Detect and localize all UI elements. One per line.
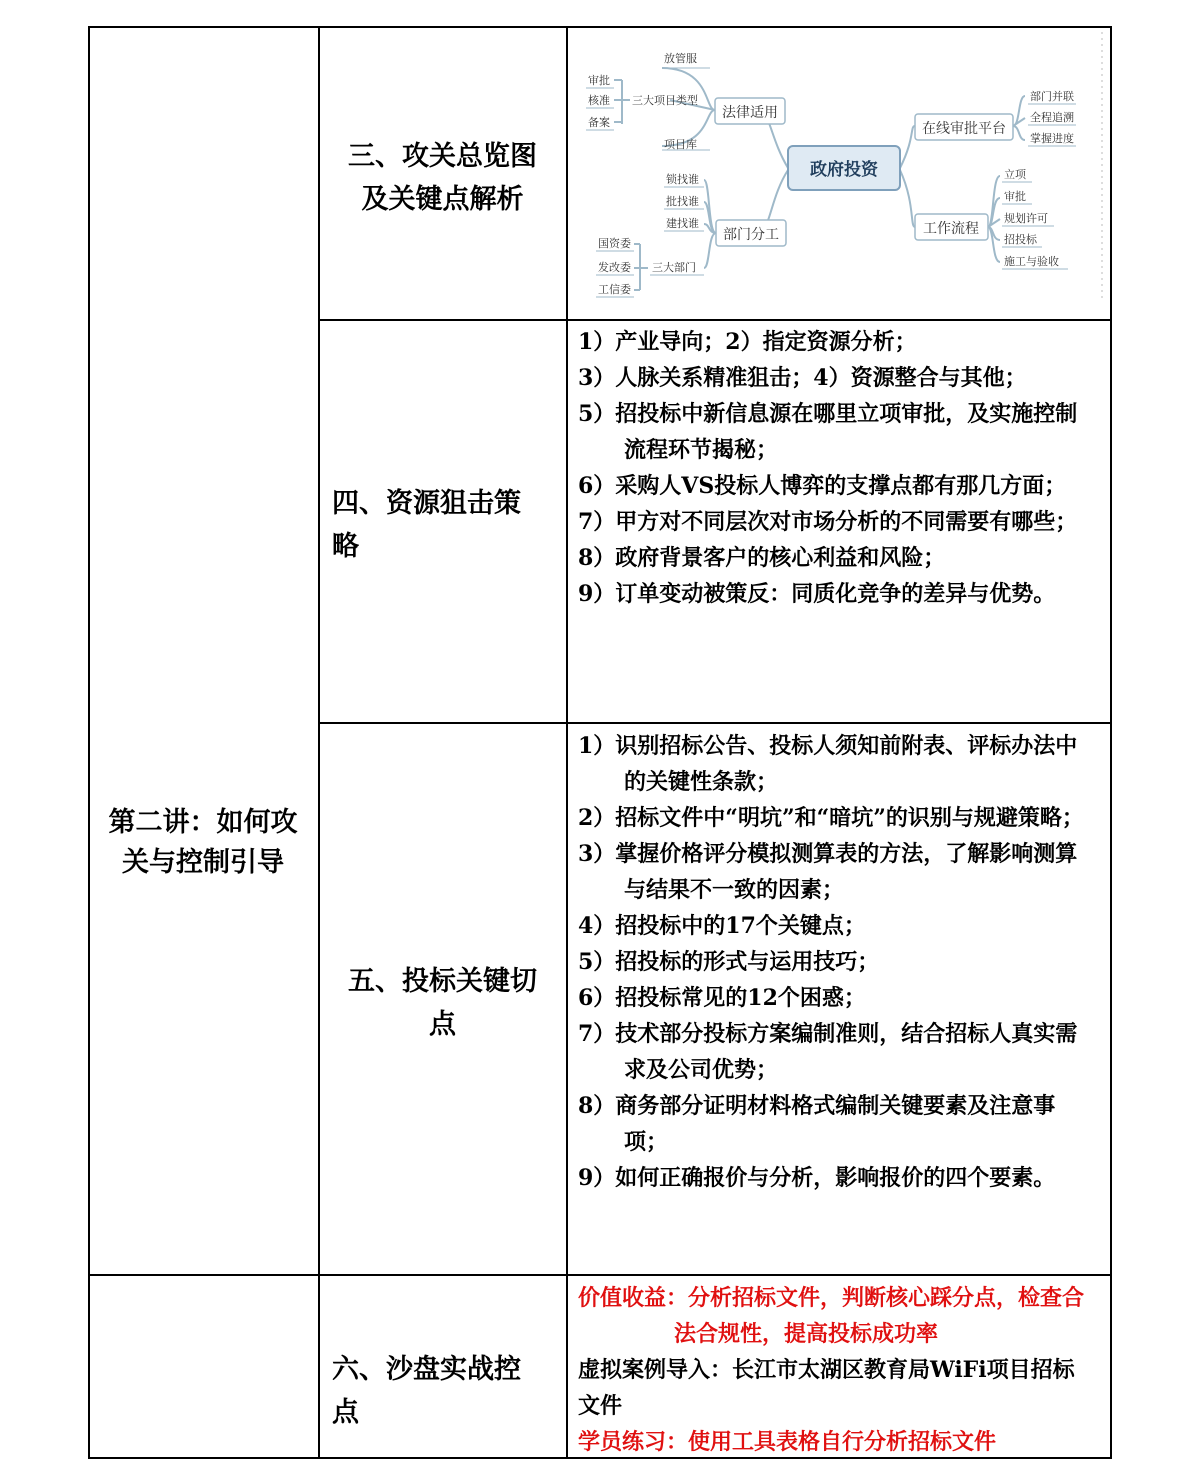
mindmap-dept-child: 建找谁	[666, 217, 699, 230]
mindmap-dept-child: 批找谁	[666, 195, 699, 208]
list-item: 4）招投标中的17个关键点；	[578, 913, 866, 939]
value-benefit-label: 价值收益：	[578, 1285, 689, 1311]
list-item: 5）招投标中新信息源在哪里立项审批，及实施控制流程环节揭秘；	[578, 401, 1078, 463]
mindmap-flow-child: 施工与验收	[1004, 255, 1059, 268]
mindmap-flow-child: 立项	[1004, 168, 1026, 181]
list-item: 1）产业导向；2）指定资源分析；	[578, 329, 917, 355]
mindmap-branch-law: 法律适用	[722, 105, 778, 121]
mindmap-flow-child: 招投标	[1004, 233, 1037, 246]
mindmap-dept-child: 三大部门	[652, 261, 696, 274]
list-item: 6）采购人VS投标人博弈的支撑点都有那几方面；	[578, 473, 1067, 499]
list-item: 2）招标文件中“明坑”和“暗坑”的识别与规避策略；	[578, 805, 1084, 831]
mindmap-online-child: 掌握进度	[1030, 132, 1074, 145]
list-item: 1）识别招标公告、投标人须知前附表、评标办法中的关键性条款；	[578, 733, 1078, 795]
mindmap-diagram	[570, 28, 1110, 318]
list-item: 3）掌握价格评分模拟测算表的方法，了解影响测算与结果不一致的因素；	[578, 841, 1078, 903]
sandbox-content	[578, 1280, 1093, 1460]
row-divider-1	[318, 319, 1112, 321]
mindmap-law-child: 三大项目类型	[632, 94, 698, 107]
table-border-right	[1110, 26, 1112, 1459]
column-divider-2	[566, 26, 568, 1459]
mindmap-dept-child: 锁找谁	[666, 173, 699, 186]
resource-strategy-list	[578, 324, 1088, 612]
mindmap-project-type: 备案	[588, 116, 610, 129]
mindmap-law-child: 项目库	[664, 138, 697, 151]
mindmap-online-child: 全程追溯	[1030, 111, 1074, 124]
list-item: 7）技术部分投标方案编制准则，结合招标人真实需求及公司优势；	[578, 1021, 1078, 1083]
list-item: 8）政府背景客户的核心利益和风险；	[578, 545, 946, 571]
mindmap-project-type: 审批	[588, 74, 610, 87]
student-practice-label: 学员练习：	[578, 1429, 689, 1455]
mindmap-department: 工信委	[598, 283, 631, 296]
bid-keypoints-list	[578, 728, 1088, 1196]
mindmap-flow-child: 审批	[1004, 190, 1026, 203]
list-item: 9）订单变动被策反：同质化竞争的差异与优势。	[578, 581, 1056, 607]
list-item: 3）人脉关系精准狙击；4）资源整合与其他；	[578, 365, 1027, 391]
list-item: 6）招投标常见的12个困惑；	[578, 985, 866, 1011]
case-intro: 虚拟案例导入：长江市太湖区教育局WiFi项目招标文件	[578, 1357, 1075, 1419]
mindmap-law-child: 放管服	[664, 52, 697, 65]
student-practice-text: 使用工具表格自行分析招标文件	[688, 1429, 997, 1455]
row-divider-3	[88, 1274, 1112, 1276]
section-title-bid-keypoints: 五、投标关键切点	[348, 966, 537, 1040]
value-benefit	[578, 1280, 1093, 1352]
list-item: 8）商务部分证明材料格式编制关键要素及注意事项；	[578, 1093, 1056, 1155]
table-border-left	[88, 26, 90, 1459]
mindmap-project-type: 核准	[588, 94, 610, 107]
mindmap-branch-flow: 工作流程	[923, 221, 979, 237]
mindmap-flow-child: 规划许可	[1004, 212, 1048, 225]
list-item: 9）如何正确报价与分析，影响报价的四个要素。	[578, 1165, 1056, 1191]
row-divider-2	[318, 722, 1112, 724]
list-item: 7）甲方对不同层次对市场分析的不同需要有哪些；	[578, 509, 1078, 535]
column-divider-1	[318, 26, 320, 1459]
list-item: 5）招投标的形式与运用技巧；	[578, 949, 880, 975]
section-title-resource-strategy: 四、资源狙击策略	[332, 488, 521, 562]
mindmap-online-child: 部门并联	[1030, 90, 1074, 103]
mindmap-branch-online: 在线审批平台	[922, 121, 1006, 137]
lecture-title: 第二讲：如何攻关与控制引导	[108, 807, 298, 878]
mindmap-center-label: 政府投资	[810, 160, 878, 180]
value-benefit-text: 分析招标文件，判断核心踩分点，检查合法合规性，提高投标成功率	[674, 1285, 1085, 1347]
mindmap-branch-dept: 部门分工	[723, 227, 779, 243]
section-title-overview: 三、攻关总览图及关键点解析	[348, 141, 537, 215]
student-practice	[578, 1424, 1093, 1460]
mindmap-department: 发改委	[598, 261, 631, 274]
mindmap-department: 国资委	[598, 237, 631, 250]
section-title-sandbox: 六、沙盘实战控点	[332, 1354, 521, 1428]
